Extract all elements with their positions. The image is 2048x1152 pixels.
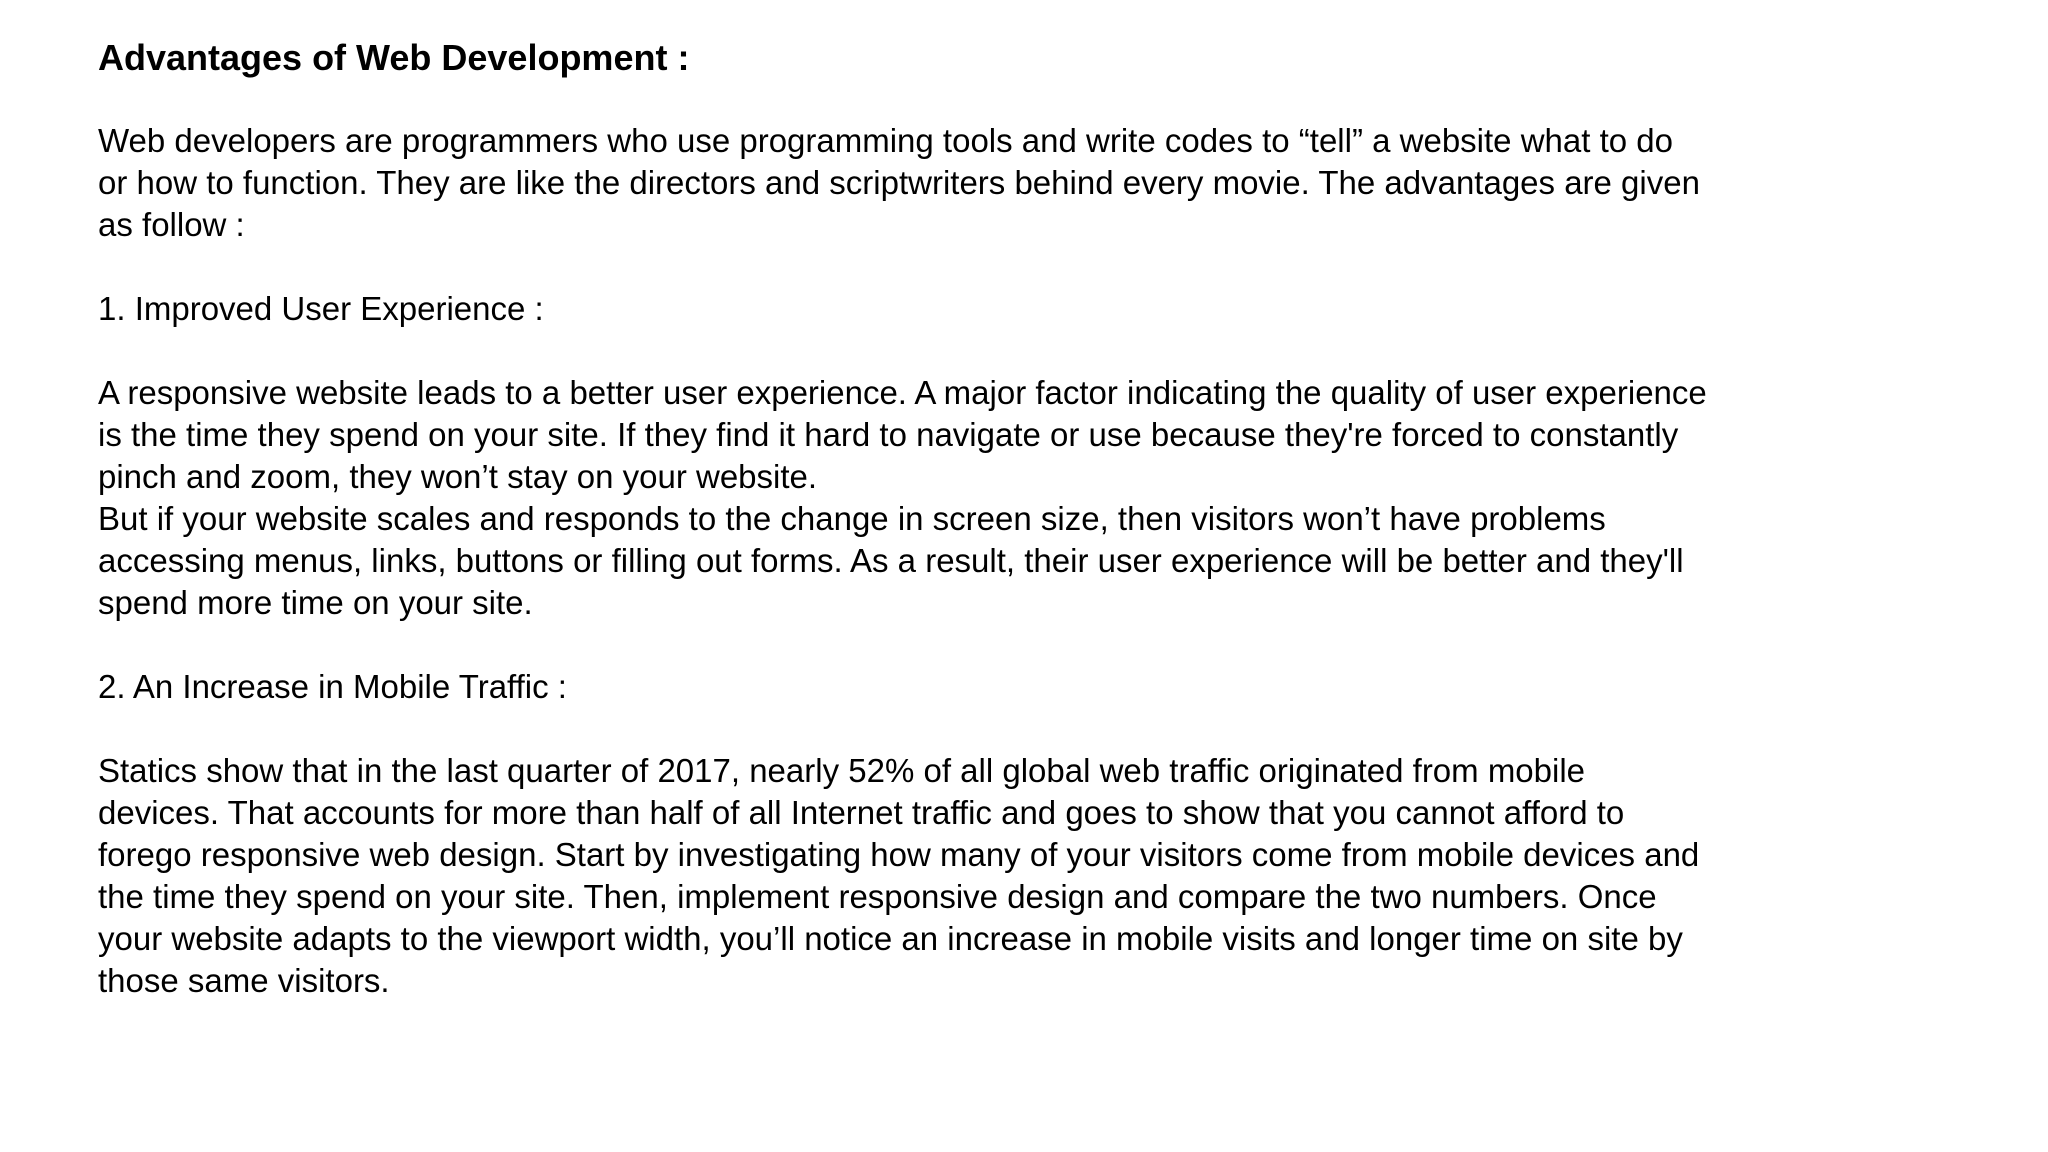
intro-line: or how to function. They are like the directors and scriptwriters behind every movie. The advantages are given [98,164,1700,201]
intro-line: Web developers are programmers who use programming tools and write codes to “tell” a website what to do [98,122,1673,159]
section-2-line: Statics show that in the last quarter of 2017, nearly 52% of all global web traffic originated from mobile [98,752,1586,789]
section-1-line: accessing menus, links, buttons or filling out forms. As a result, their user experience will be better and they'll [98,542,1684,579]
section-1-paragraph [98,372,1978,624]
section-2-line: devices. That accounts for more than half of all Internet traffic and goes to show that you cannot afford to [98,794,1625,831]
section-1-line: spend more time on your site. [98,584,533,621]
section-2-line: your website adapts to the viewport width, you’ll notice an increase in mobile visits and longer time on site by [98,920,1683,957]
section-2-paragraph [98,750,1978,1002]
intro-line: as follow : [98,206,245,243]
section-1-line: pinch and zoom, they won’t stay on your website. [98,458,818,495]
document-slide [98,34,1978,1002]
section-2-heading: 2. An Increase in Mobile Traffic : [98,668,567,705]
section-1-heading: 1. Improved User Experience : [98,290,544,327]
section-2-line: forego responsive web design. Start by investigating how many of your visitors come from mobile devices and [98,836,1700,873]
spacer [98,624,1978,666]
spacer [98,246,1978,288]
page-title: Advantages of Web Development : [98,37,690,78]
section-1-line: A responsive website leads to a better user experience. A major factor indicating the quality of user experience [98,374,1707,411]
section-2-line: the time they spend on your site. Then, implement responsive design and compare the two numbers. Once [98,878,1657,915]
section-1-line: is the time they spend on your site. If they find it hard to navigate or use because they're forced to constantly [98,416,1679,453]
spacer [98,708,1978,750]
section-2-line: those same visitors. [98,962,390,999]
spacer [98,330,1978,372]
intro-paragraph [98,120,1978,246]
section-1-line: But if your website scales and responds to the change in screen size, then visitors won’t have problems [98,500,1606,537]
